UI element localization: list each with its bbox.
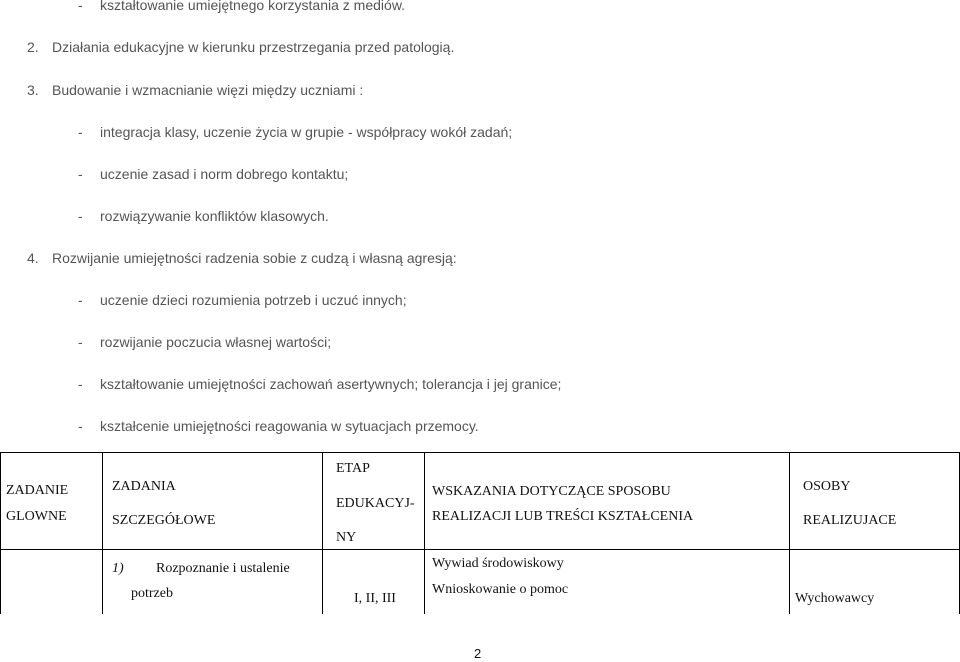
task-table <box>0 452 960 614</box>
item-number: 3. <box>27 82 39 98</box>
header-text: SZCZEGÓŁOWE <box>112 513 216 528</box>
cell-text: Wywiad środowiskowy <box>432 556 564 571</box>
dash-marker: - <box>78 418 83 434</box>
item-text: Działania edukacyjne w kierunku przestrzegania przed patologią. <box>52 39 455 55</box>
header-text: ZADANIA <box>112 479 176 494</box>
sub-item-text: uczenie zasad i norm dobrego kontaktu; <box>100 166 349 182</box>
header-text: EDUKACYJ- <box>336 496 415 511</box>
item-number: 2. <box>27 39 39 55</box>
dash-marker: - <box>78 124 83 140</box>
header-text: ZADANIE <box>6 483 69 498</box>
table-column-divider <box>789 452 790 614</box>
sub-item-text: rozwiązywanie konfliktów klasowych. <box>100 208 329 224</box>
list-item-text: kształtowanie umiejętnego korzystania z mediów. <box>100 0 406 13</box>
cell-text: Rozpoznanie i ustalenie <box>156 561 290 576</box>
item-number: 4. <box>27 250 39 266</box>
header-text: WSKAZANIA DOTYCZĄCE SPOSOBU <box>432 484 671 499</box>
page-number: 2 <box>474 646 482 661</box>
cell-text: I, II, III <box>354 591 396 606</box>
item-text: Rozwijanie umiejętności radzenia sobie z cudzą i własną agresją: <box>52 250 457 266</box>
table-border-top <box>0 452 960 453</box>
header-text: NY <box>336 530 357 545</box>
dash-marker: - <box>78 292 83 308</box>
header-text: REALIZACJI LUB TREŚCI KSZTAŁCENIA <box>432 509 694 524</box>
sub-item-text: kształtowanie umiejętności zachowań asertywnych; tolerancja i jej granice; <box>100 376 562 392</box>
table-column-divider <box>322 452 323 614</box>
item-marker: 1) <box>112 561 124 576</box>
sub-item-text: integracja klasy, uczenie życia w grupie - współpracy wokół zadań; <box>100 124 513 140</box>
header-text: ETAP <box>336 461 370 476</box>
dash-marker: - <box>78 166 83 182</box>
dash-marker: - <box>78 376 83 392</box>
table-column-divider <box>424 452 425 614</box>
item-text: Budowanie i wzmacnianie więzi między uczniami : <box>52 82 364 98</box>
dash-marker: - <box>78 208 83 224</box>
sub-item-text: rozwijanie poczucia własnej wartości; <box>100 334 332 350</box>
table-row-divider <box>0 549 960 550</box>
cell-text: Wychowawcy <box>795 591 875 606</box>
header-text: OSOBY <box>803 479 851 494</box>
sub-item-text: kształcenie umiejętności reagowania w sytuacjach przemocy. <box>100 418 479 434</box>
dash-marker: - <box>78 334 83 350</box>
cell-text: Wnioskowanie o pomoc <box>432 582 569 597</box>
cell-text: potrzeb <box>131 586 173 601</box>
table-column-divider <box>102 452 103 614</box>
dash-marker: - <box>78 0 83 13</box>
table-border-left <box>0 452 1 614</box>
sub-item-text: uczenie dzieci rozumienia potrzeb i uczuć innych; <box>100 292 407 308</box>
header-text: REALIZUJACE <box>803 513 897 528</box>
header-text: GLOWNE <box>6 509 67 524</box>
